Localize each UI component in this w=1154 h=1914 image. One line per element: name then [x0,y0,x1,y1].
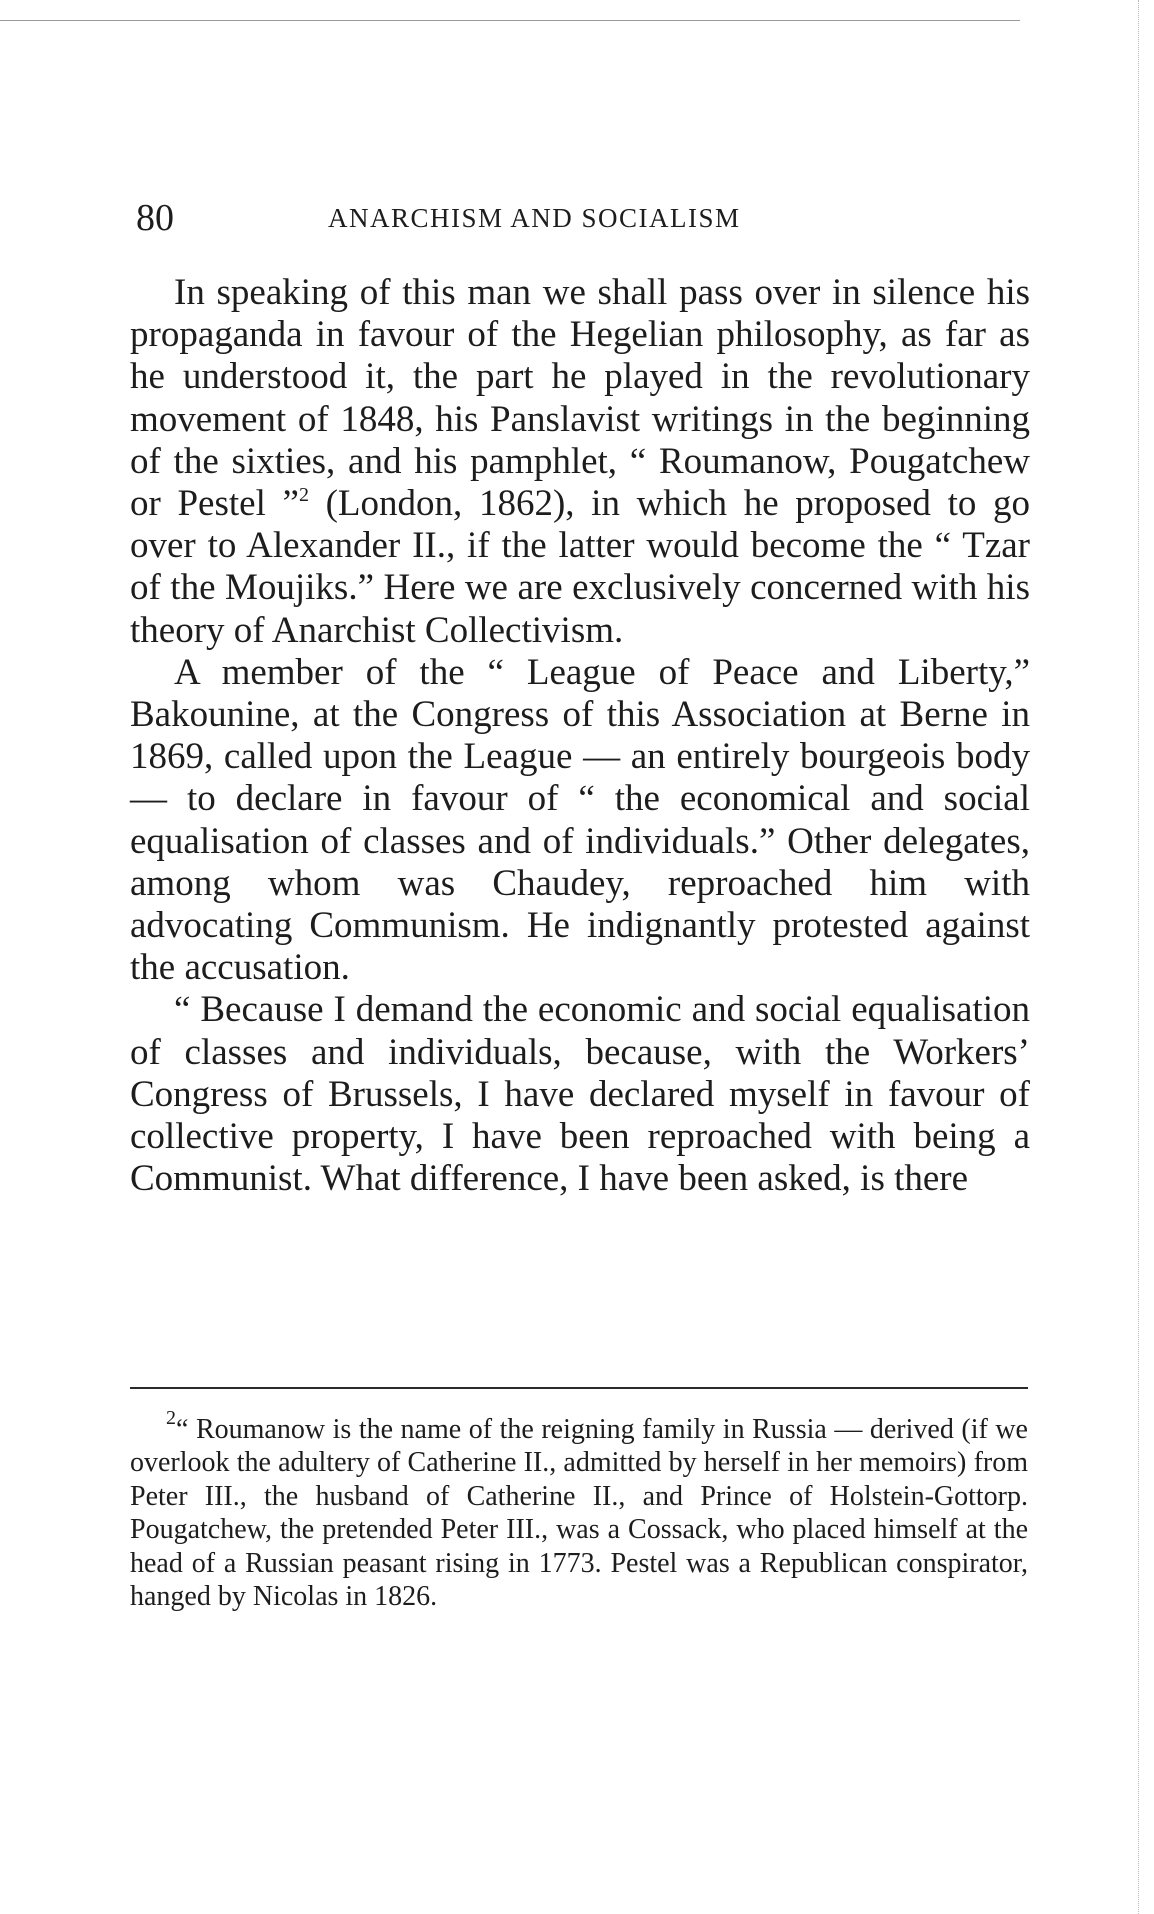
footnote-marker: 2 [166,1407,176,1429]
footnote [130,1407,1028,1613]
page-right-edge [1138,0,1139,1914]
paragraph-1 [130,272,1030,652]
paragraph-1-text-a: In speaking of this man we shall pass over in silence his propaganda in favour of the Hegelian philosophy, as far as he understood it, the part he played in the revolutionary movement of 1848, his Panslavist writings in the beginning of the sixties, and his pamphlet, “ Roumanow, Pougatchew or Pestel ” [130,272,1030,525]
paragraph-1-text-b: (London, 1862), in which he proposed to go over to Alexander II., if the latter would become the “ Tzar of the Moujiks.” Here we are exclusively concerned with his theory of Anarchist Collectivism. [130,483,1031,651]
page-header [136,190,1036,246]
paragraph-3: “ Because I demand the economic and social equalisation of classes and individuals, because, with the Workers’ Congress of Brussels, I have declared myself in favour of collective property, I have been reproached with being a Communist. What difference, I have been asked, is there [130,989,1030,1200]
paragraph-2: A member of the “ League of Peace and Liberty,” Bakounine, at the Congress of this Association at Berne in 1869, called upon the League — an entirely bourgeois body — to declare in favour of “ the economical and social equalisation of classes and of individuals.” Other delegates, among whom was Chaudey, reproached him with advocating Communism. He indignantly protested against the accusation. [130,651,1030,989]
running-title: ANARCHISM AND SOCIALISM [328,203,741,233]
footnote-text: “ Roumanow is the name of the reigning family in Russia — derived (if we overlook the adultery of Catherine II., admitted by herself in her memoirs) from Peter III., the husband of Catherine II., and Prince of Holstein-Gottorp. Pougatchew, the pretended Peter III., was a Cossack, who placed himself at the head of a Russian peasant rising in 1773. Pestel was a Republican conspirator, hanged by Nicolas in 1826. [130,1414,1028,1613]
body-text [130,272,1030,1200]
footnote-reference: 2 [298,484,309,507]
footnote-rule [130,1387,1028,1389]
page-number: 80 [136,197,174,239]
top-edge-rule [0,20,1020,21]
